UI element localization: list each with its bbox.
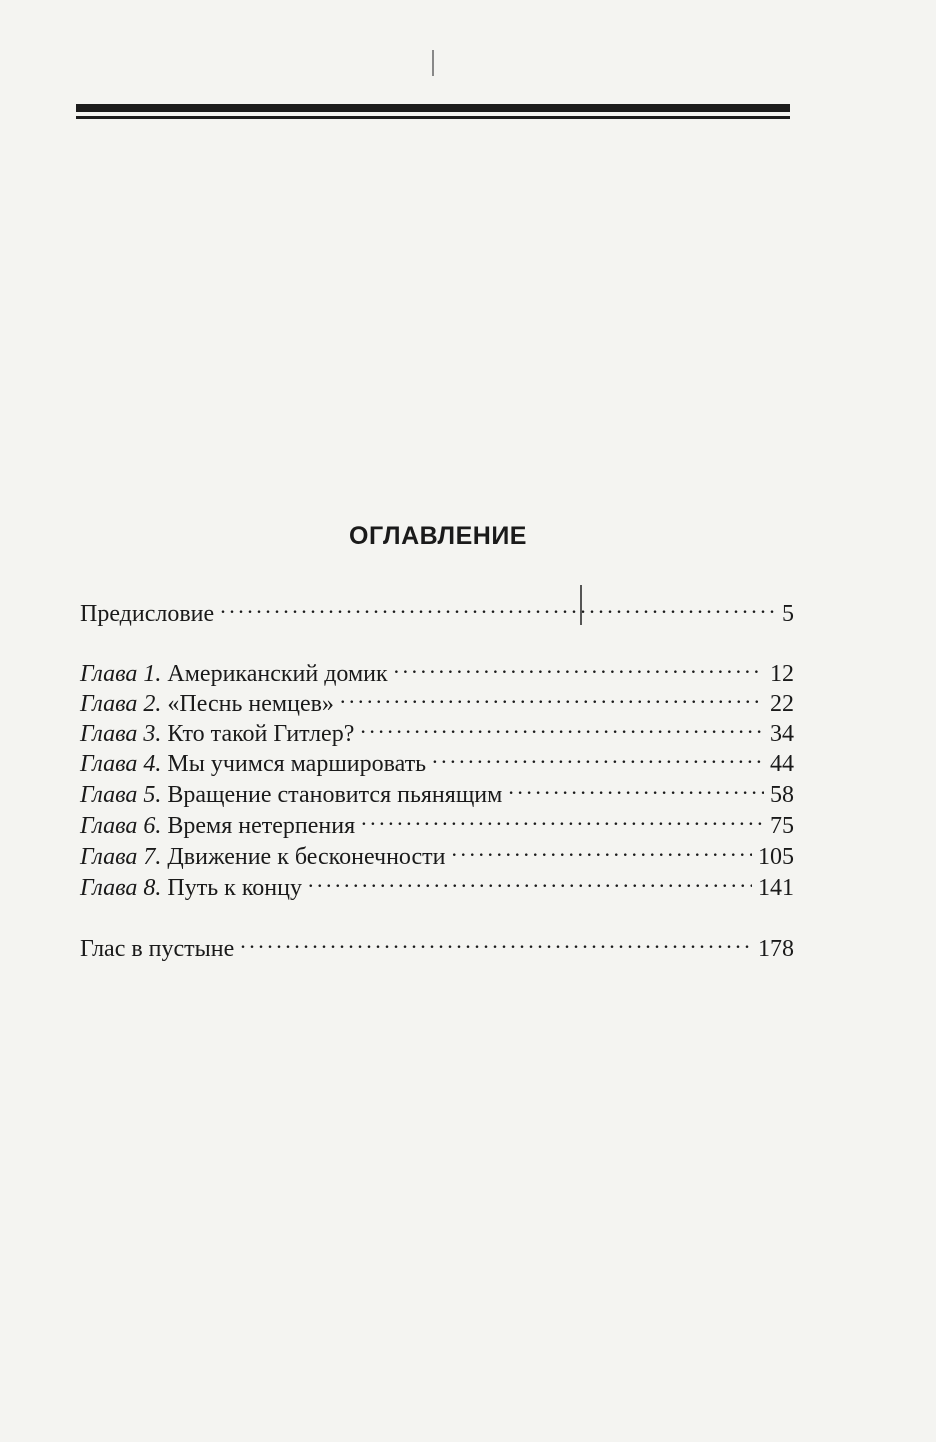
toc-page-number: 75 (770, 813, 794, 839)
toc-page-number: 34 (770, 721, 794, 747)
toc-entry-chapter-1[interactable] (80, 651, 794, 687)
toc-entry-chapter-5[interactable] (80, 772, 794, 808)
chapter-prefix: Глава 6. (80, 813, 162, 839)
toc-entry-chapter-8[interactable] (80, 865, 794, 901)
toc-page-number: 105 (758, 844, 794, 870)
chapter-title: Вращение становится пьянящим (167, 782, 503, 808)
toc-page-number: 141 (758, 875, 794, 901)
toc-leader-dots (361, 803, 764, 833)
chapter-prefix: Глава 4. (80, 751, 162, 777)
toc-leader-dots (432, 741, 764, 771)
chapter-title: Кто такой Гитлер? (167, 721, 355, 747)
chapter-prefix: Глава 5. (80, 782, 162, 808)
toc-entry-chapter-4[interactable] (80, 741, 794, 777)
toc-leader-dots (308, 865, 752, 895)
chapter-prefix: Глава 7. (80, 844, 162, 870)
chapter-prefix: Глава 1. (80, 661, 162, 687)
scan-speck (432, 50, 434, 76)
toc-entry-epilogue[interactable] (80, 926, 794, 962)
toc-entry-chapter-3[interactable] (80, 711, 794, 747)
toc-page-number: 12 (770, 661, 794, 687)
toc-page-number: 58 (770, 782, 794, 808)
chapter-title: Американский домик (167, 661, 388, 687)
toc-page-number: 5 (782, 601, 794, 627)
toc-leader-dots (340, 681, 764, 711)
chapter-title: Движение к бесконечности (167, 844, 446, 870)
scan-speck (580, 585, 582, 625)
toc-page-number: 22 (770, 691, 794, 717)
chapter-prefix: Глава 8. (80, 875, 162, 901)
toc-leader-dots (220, 591, 776, 621)
toc-entry-chapter-2[interactable] (80, 681, 794, 717)
header-rule-thick (76, 104, 790, 112)
toc-page-number: 44 (770, 751, 794, 777)
chapter-title: «Песнь немцев» (167, 691, 334, 717)
header-rule-thin (76, 116, 790, 119)
toc-entry-chapter-7[interactable] (80, 834, 794, 870)
chapter-title: Мы учимся маршировать (167, 751, 427, 777)
toc-leader-dots (360, 711, 764, 741)
toc-entry-label: Глас в пустыне (80, 936, 235, 962)
toc-leader-dots (508, 772, 764, 802)
toc-entry-chapter-6[interactable] (80, 803, 794, 839)
toc-entry-preface[interactable] (80, 591, 794, 627)
toc-leader-dots (394, 651, 764, 681)
chapter-prefix: Глава 3. (80, 721, 162, 747)
toc-entry-label: Предисловие (80, 601, 215, 627)
chapter-title: Время нетерпения (167, 813, 356, 839)
toc-leader-dots (240, 926, 752, 956)
toc-leader-dots (452, 834, 753, 864)
chapter-prefix: Глава 2. (80, 691, 162, 717)
chapter-title: Путь к концу (167, 875, 302, 901)
toc-page-number: 178 (758, 936, 794, 962)
toc-title: ОГЛАВЛЕНИЕ (349, 522, 527, 550)
